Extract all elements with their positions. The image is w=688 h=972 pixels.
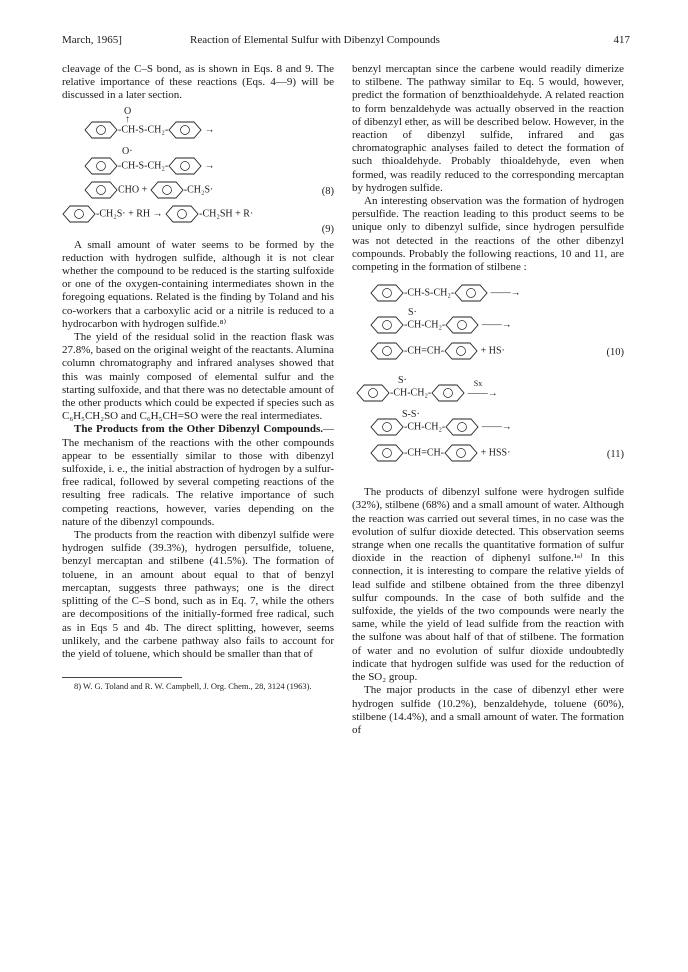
benzene-ring-icon <box>370 444 404 462</box>
benzene-ring-icon <box>150 181 184 199</box>
paragraph: The Products from the Other Dibenzyl Compounds.—The mechanism of the reactions with the other compounds appear to be essentially similar to those with dibenzyl sulfoxide, i. e., the initial abstraction of hydrogen by a sulfur-free radical, followed by several competing reactions of the resulting free radicals. The relative importance of such competing reactions, however, varies depending on the nature of the dibenzyl compounds. <box>62 423 334 528</box>
paragraph: An interesting observation was the formation of hydrogen persulfide. The reaction leading to this product seems to be unique only to dibenzyl sulfide, since hydrogen persulfide was not detected in the reactions of the other dibenzyl compounds. Probably the following reactions, 10 and 11, are competing in the formation of stilbene : <box>352 195 624 274</box>
equations-10-11 <box>352 280 624 480</box>
header-title: Reaction of Elemental Sulfur with Dibenzyl Compounds <box>190 34 440 46</box>
equation-number: (10) <box>606 347 624 359</box>
equation-number: (11) <box>606 449 624 461</box>
header-date: March, 1965] <box>62 34 122 46</box>
benzene-ring-icon <box>168 121 202 139</box>
formula-line: -CH-CH₂- ——→ <box>370 418 512 436</box>
benzene-ring-icon <box>62 205 96 223</box>
page-number: 417 <box>613 34 630 46</box>
disulfide-radical-label: S-S· <box>402 409 420 421</box>
equation-number: (8) <box>321 185 334 197</box>
arrow-up: ↑ <box>125 113 130 125</box>
equation-8 <box>62 105 334 233</box>
benzene-ring-icon <box>445 316 479 334</box>
formula-line: -CH-CH₂- Sx ——→ <box>356 384 498 402</box>
formula-line: -CH-S-CH₂- ——→ <box>370 284 521 302</box>
sulfur-radical-label: S· <box>398 375 407 387</box>
benzene-ring-icon <box>370 418 404 436</box>
benzene-ring-icon <box>168 157 202 175</box>
sx-label: Sx <box>473 378 483 388</box>
benzene-ring-icon <box>444 342 478 360</box>
footnote: 8) W. G. Toland and R. W. Campbell, J. Org. Chem., 28, 3124 (1963). <box>74 681 312 692</box>
formula-line: -CH-S-CH₂- → <box>84 157 215 175</box>
oxygen-label: O <box>124 105 132 117</box>
footnote-rule <box>62 677 182 678</box>
benzene-ring-icon <box>84 157 118 175</box>
formula-line: -CH=CH- + HS· <box>370 342 505 360</box>
benzene-ring-icon <box>445 418 479 436</box>
benzene-ring-icon <box>356 384 390 402</box>
formula-line: -CH-S-CH₂- → <box>84 121 215 139</box>
formula-line: -CH-CH₂- ——→ <box>370 316 512 334</box>
paragraph: The products of dibenzyl sulfone were hydrogen sulfide (32%), stilbene (68%) and a small amount of water. Although the reaction was carried out several times, in no case was the evolution of sulfur dioxide detected. This observation seems strange when one recalls the quantitative formation of sulfur dioxide in the reaction of diphenyl sulfone.¹ᵃ⁾ In this connection, it is interesting to compare the relative yields of lead sulfide and stilbene obtained from the three dibenzyl sulfur compounds. In the case of both sulfide and the sulfoxide, the yields of the two compounds were nearly the same, while the yield of lead sulfide from the reaction with the sulfone was about half of that of stilbene. The formation of water and no evolution of sulfur dioxide undoubtedly indicate that hydrogen sulfide was used for the reduction of the SO₂ group. <box>352 486 624 684</box>
benzene-ring-icon <box>84 181 118 199</box>
benzene-ring-icon <box>370 284 404 302</box>
formula-line: CHO + -CH₂S· <box>84 181 213 199</box>
sulfur-radical-label: S· <box>408 307 417 319</box>
paragraph: The major products in the case of dibenzyl ether were hydrogen sulfide (10.2%), benzaldehyde, toluene (60%), stilbene (14.4%), and a small amount of water. The formation of <box>352 684 624 736</box>
benzene-ring-icon <box>454 284 488 302</box>
paragraph: The yield of the residual solid in the reaction flask was 27.8%, based on the original weight of the reactants. Alumina column chromatography and infrared analyses showed that this was mainly composed of elemental sulfur and the starting sulfoxide, and that there was no detectable amount of the other products which could be expected if species such as C₆H₅CH₂SO and C₆H₅CH=SO were the real intermediates. <box>62 331 334 423</box>
running-header <box>62 34 630 50</box>
benzene-ring-icon <box>165 205 199 223</box>
equation-number: (9) <box>321 223 334 235</box>
formula-line: -CH=CH- + HSS· <box>370 444 510 462</box>
benzene-ring-icon <box>84 121 118 139</box>
benzene-ring-icon <box>431 384 465 402</box>
paragraph: A small amount of water seems to be formed by the reduction with hydrogen sulfide, although it is not clear whether the compound to be reduced is the starting sulfoxide or one of the oxygen-containing intermediates shown in the foregoing equations. Related is the finding by Toland and his co-workers that a carboxylic acid or a nitrile is reduced to a hydrocarbon with hydrogen sulfide.⁸⁾ <box>62 238 334 330</box>
left-column <box>62 63 334 692</box>
paragraph: cleavage of the C–S bond, as is shown in Eqs. 8 and 9. The relative importance of these reactions (Eqs. 4—9) will be discussed in a later section. <box>62 63 334 102</box>
paragraph: The products from the reaction with dibenzyl sulfide were hydrogen sulfide (39.3%), hydrogen persulfide, toluene, benzyl mercaptan and stilbene (41.5%). The formation of toluene, in an amount about equal to that of benzyl mercaptan, suggests three pathways; one is the direct splitting of the C–S bond, such as in Eq. 7, while the others are decompositions of the initially-formed free radical, such as in Eqs 5 and 4b. The direct splitting, however, seems unlikely, and the carbene pathway also fails to account for the yield of toluene, which should be smaller than that of <box>62 529 334 660</box>
section-subheading: The Products from the Other Dibenzyl Compounds. <box>74 423 323 436</box>
paragraph: benzyl mercaptan since the carbene would readily dimerize to stilbene. The pathway similar to Eq. 5 would, however, predict the formation of benzthioaldehyde. A related reaction to form benzaldehyde was actually observed in the reaction of dibenzyl ether, as will be described below. However, in the reaction of dibenzyl sulfide, infrared and gas chromatographic analyses failed to detect the formation of such thioaldehyde. Probably thioaldehyde, even when formed, was readily reduced to the corresponding mercaptan by hydrogen sulfide. <box>352 63 624 194</box>
benzene-ring-icon <box>370 316 404 334</box>
oxygen-radical-label: O· <box>122 145 133 157</box>
right-column <box>352 63 624 737</box>
benzene-ring-icon <box>370 342 404 360</box>
benzene-ring-icon <box>444 444 478 462</box>
formula-line: -CH₂S· + RH → -CH₂SH + R· <box>62 205 253 223</box>
